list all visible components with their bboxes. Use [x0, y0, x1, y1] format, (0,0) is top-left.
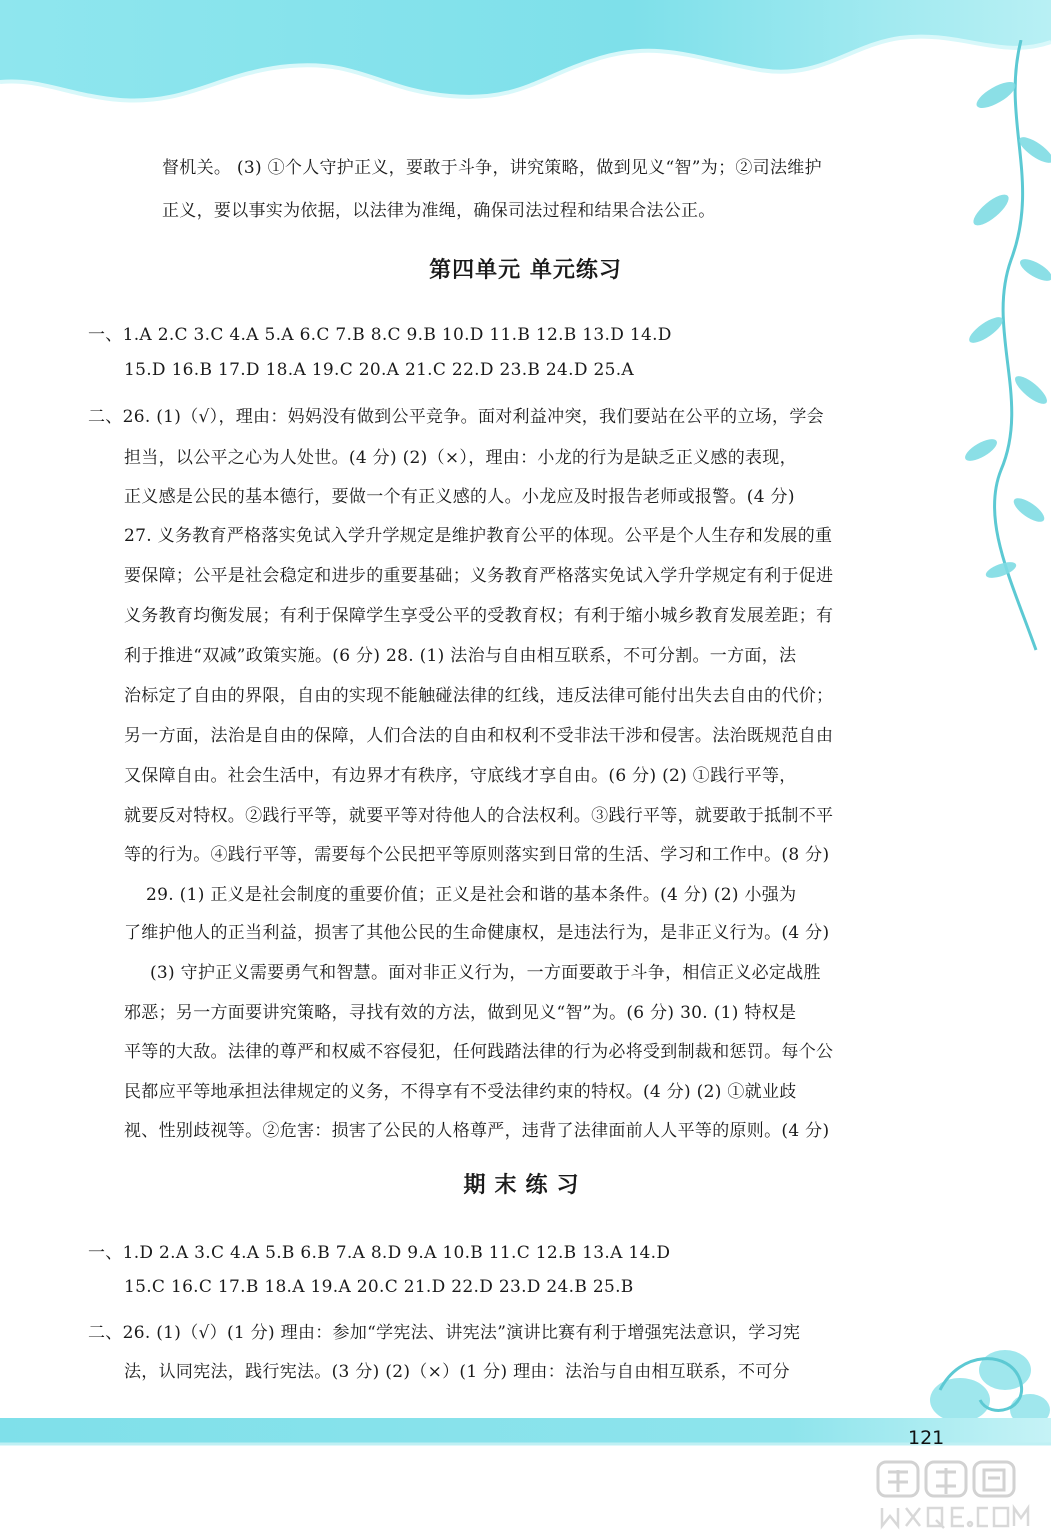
- unit4-line: 担当，以公平之心为人处世。(4 分) (2)（×），理由：小龙的行为是缺乏正义感的表现，: [124, 448, 797, 468]
- final-heading: 期末练习: [463, 1172, 588, 1198]
- unit4-line: 又保障自由。社会生活中，有边界才有秩序，守底线才享自由。(6 分) (2) ①践行平等，: [124, 766, 797, 786]
- watermark-logo: [868, 1456, 1043, 1534]
- unit4-line: (3) 守护正义需要勇气和智慧。面对非正义行为，一方面要敢于斗争，相信正义必定战胜: [150, 963, 821, 983]
- unit4-line: 要保障；公平是社会稳定和进步的重要基础；义务教育严格落实免试入学升学规定有利于促进: [124, 566, 834, 586]
- unit4-line: 利于推进“双减”政策实施。(6 分) 28. (1) 法治与自由相互联系，不可分割。一方面，法: [124, 646, 797, 666]
- unit4-line: 29. (1) 正义是社会制度的重要价值；正义是社会和谐的基本条件。(4 分) (2) 小强为: [146, 885, 797, 905]
- unit4-line: 治标定了自由的界限，自由的实现不能触碰法律的红线，违反法律可能付出失去自由的代价；: [124, 686, 834, 706]
- unit4-line: 邪恶；另一方面要讲究策略，寻找有效的方法，做到见义“智”为。(6 分) 30. (1) 特权是: [124, 1003, 797, 1023]
- unit4-line: 15.D 16.B 17.D 18.A 19.C 20.A 21.C 22.D 23.B 24.D 25.A: [124, 360, 634, 380]
- top-wave-banner: [0, 0, 1051, 140]
- intro-line: 督机关。 (3) ①个人守护正义，要敢于斗争，讲究策略，做到见义“智”为；②司法维护: [162, 158, 822, 178]
- unit4-heading: 第四单元 单元练习: [429, 257, 622, 283]
- page-number: 121: [908, 1427, 945, 1449]
- unit4-line: 等的行为。④践行平等，需要每个公民把平等原则落实到日常的生活、学习和工作中。(8 分): [124, 845, 830, 865]
- unit4-line: 了维护他人的正当利益，损害了其他公民的生命健康权，是违法行为，是非正义行为。(4 分): [124, 923, 830, 943]
- final-line: 一、1.D 2.A 3.C 4.A 5.B 6.B 7.A 8.D 9.A 10.B 11.C 12.B 13.A 14.D: [88, 1243, 671, 1263]
- unit4-line: 视、性别歧视等。②危害：损害了公民的人格尊严，违背了法律面前人人平等的原则。(4 分): [124, 1121, 830, 1141]
- unit4-line: 正义感是公民的基本德行，要做一个有正义感的人。小龙应及时报告老师或报警。(4 分): [124, 487, 795, 507]
- unit4-line: 27. 义务教育严格落实免试入学升学规定是维护教育公平的体现。公平是个人生存和发展的重: [124, 526, 833, 546]
- unit4-line: 民都应平等地承担法律规定的义务，不得享有不受法律约束的特权。(4 分) (2) ①就业歧: [124, 1082, 797, 1102]
- intro-line: 正义，要以事实为依据，以法律为准绳，确保司法过程和结果合法公正。: [162, 201, 716, 221]
- unit4-line: 二、26. (1)（√），理由：妈妈没有做到公平竞争。面对利益冲突，我们要站在公平的立场，学会: [88, 407, 824, 427]
- unit4-line: 就要反对特权。②践行平等，就要平等对待他人的合法权利。③践行平等，就要敢于抵制不平: [124, 806, 834, 826]
- unit4-line: 义务教育均衡发展；有利于保障学生享受公平的受教育权；有利于缩小城乡教育发展差距；有: [124, 606, 834, 626]
- unit4-line: 一、1.A 2.C 3.C 4.A 5.A 6.C 7.B 8.C 9.B 10.D 11.B 12.B 13.D 14.D: [88, 325, 672, 345]
- vine-decoration: [941, 40, 1051, 660]
- unit4-line: 平等的大敌。法律的尊严和权威不容侵犯，任何践踏法律的行为必将受到制裁和惩罚。每个公: [124, 1042, 834, 1062]
- final-line: 二、26. (1)（√）(1 分) 理由：参加“学宪法、讲宪法”演讲比赛有利于增强宪法意识，学习宪: [88, 1323, 801, 1343]
- final-line: 15.C 16.C 17.B 18.A 19.A 20.C 21.D 22.D 23.D 24.B 25.B: [124, 1277, 634, 1297]
- unit4-line: 另一方面，法治是自由的保障，人们合法的自由和权利不受非法干涉和侵害。法治既规范自由: [124, 726, 834, 746]
- final-line: 法，认同宪法，践行宪法。(3 分) (2)（×）(1 分) 理由：法治与自由相互联系，不可分: [124, 1362, 790, 1382]
